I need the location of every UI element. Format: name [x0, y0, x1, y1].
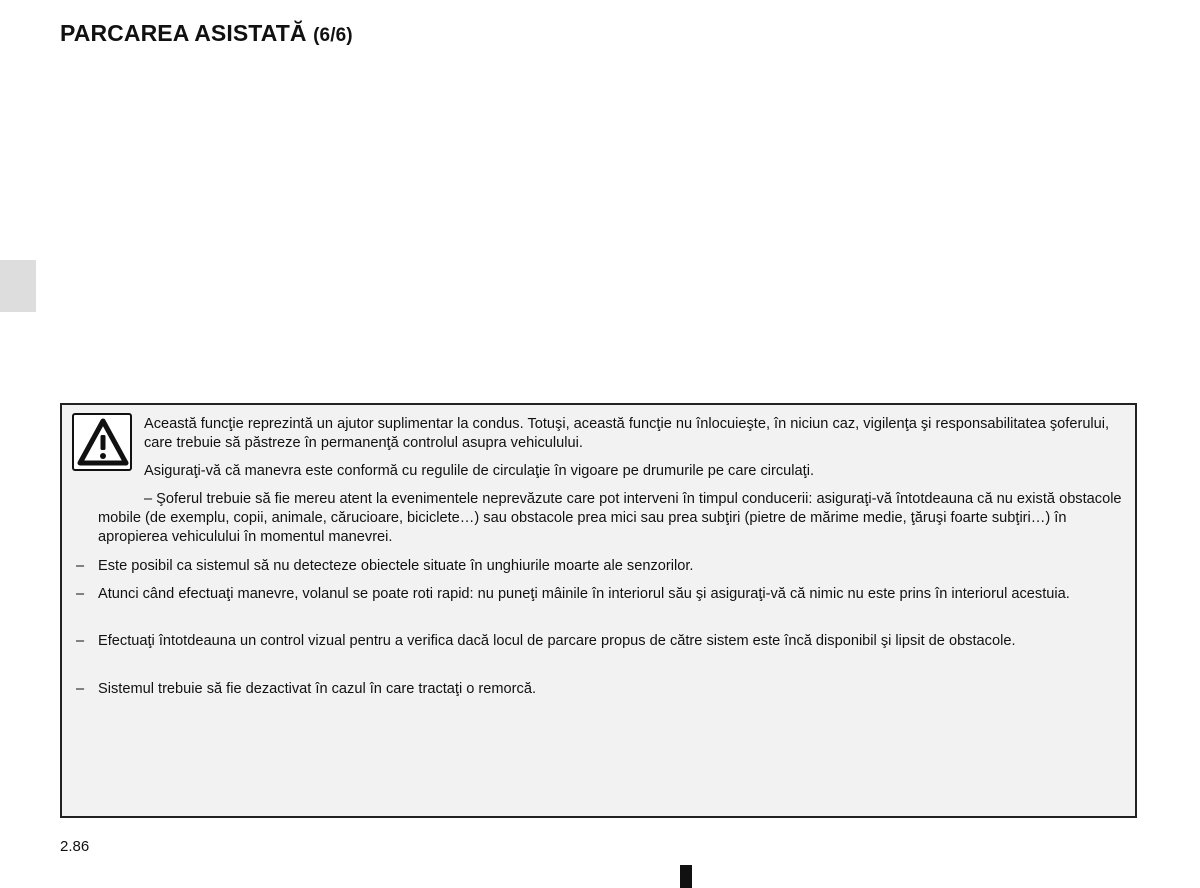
list-item-text: Sistemul trebuie să fie dezactivat în cazul în care tractaţi o remorcă.	[98, 681, 537, 697]
warning-paragraph: – Şoferul trebuie să fie mereu atent la evenimentele neprevăzute care pot interveni în timpul conducerii: asiguraţi-vă întotdeauna că nu există obstacole mobile (de exemplu, copii, animale, cărucioare, biciclete…) sau obstacole prea mici sau prea subţiri (pietre de mărime medie, ţăruşi foarte subţiri…) în apropierea vehiculului în momentul manevrei.	[98, 491, 1122, 545]
list-dash: –	[76, 586, 85, 602]
list-item	[76, 585, 1129, 604]
warning-triangle-icon	[72, 413, 132, 471]
list-item	[76, 632, 1129, 651]
warning-paragraph: Această funcţie reprezintă un ajutor suplimentar la condus. Totuşi, această funcţie nu înlocuieşte, în niciun caz, vigilenţa şi responsabilitatea şoferului, care trebuie să păstreze în permanenţă controlul asupra vehiculului.	[144, 416, 1110, 451]
list-item	[76, 557, 1129, 576]
warning-paragraph: Asiguraţi-vă că manevra este conformă cu regulile de circulaţie în vigoare pe drumurile pe care circulaţi.	[144, 463, 815, 479]
list-dash: –	[76, 633, 85, 649]
page-edge-mark	[680, 865, 692, 888]
list-item-text: Este posibil ca sistemul să nu detecteze obiectele situate în unghiurile moarte ale senzorilor.	[98, 558, 694, 574]
warning-box	[60, 403, 1137, 818]
page-number: 2.86	[60, 838, 90, 855]
list-item	[76, 680, 1129, 699]
list-dash: –	[76, 558, 85, 574]
list-dash: –	[76, 681, 85, 697]
list-item-text: Efectuaţi întotdeauna un control vizual pentru a verifica dacă locul de parcare propus de către sistem este încă disponibil şi lipsit de obstacole.	[98, 633, 1016, 649]
list-item-text: Atunci când efectuaţi manevre, volanul se poate roti rapid: nu puneţi mâinile în interiorul său şi asiguraţi-vă că nimic nu este prins în interiorul acestuia.	[98, 586, 1070, 602]
page-title-text: PARCAREA ASISTATĂ	[60, 20, 307, 46]
page-title-part: (6/6)	[313, 25, 353, 46]
page-title	[60, 20, 353, 47]
chapter-tab	[0, 260, 36, 312]
